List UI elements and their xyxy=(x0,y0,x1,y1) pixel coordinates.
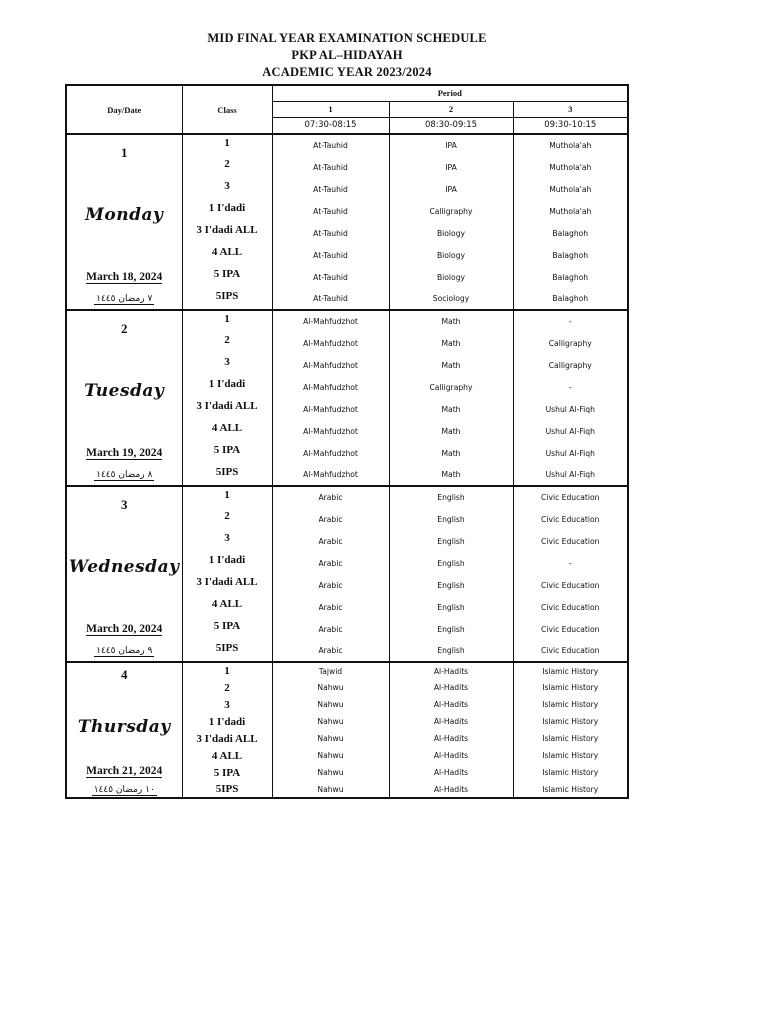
title-line-2: PKP AL–HIDAYAH xyxy=(291,48,403,62)
subject-period-2: Al-Hadits xyxy=(389,713,513,730)
day-number: 1 xyxy=(121,145,128,160)
class-cell: 3 I'dadi ALL xyxy=(182,398,272,420)
subject-period-2: Biology xyxy=(389,222,513,244)
title-line-3: ACADEMIC YEAR 2023/2024 xyxy=(262,65,432,79)
subject-period-1: At-Tauhid xyxy=(272,244,389,266)
subject-period-3: Balaghoh xyxy=(513,288,628,310)
subject-period-1: Nahwu xyxy=(272,713,389,730)
subject-period-1: Nahwu xyxy=(272,730,389,747)
class-cell: 1 xyxy=(182,662,272,679)
subject-period-1: Al-Mahfudzhot xyxy=(272,398,389,420)
class-cell: 1 I'dadi xyxy=(182,200,272,222)
subject-period-3: Balaghoh xyxy=(513,266,628,288)
subject-period-2: Math xyxy=(389,398,513,420)
subject-period-1: Al-Mahfudzhot xyxy=(272,376,389,398)
day-hijri-date xyxy=(67,646,182,656)
subject-period-1: Al-Mahfudzhot xyxy=(272,464,389,486)
class-cell: 4 ALL xyxy=(182,244,272,266)
day-date-cell xyxy=(66,486,182,662)
subject-period-1: At-Tauhid xyxy=(272,222,389,244)
class-cell: 1 xyxy=(182,134,272,156)
subject-period-2: English xyxy=(389,574,513,596)
header-period-2-number: 2 xyxy=(389,101,513,117)
day-hijri-date xyxy=(67,785,182,795)
day-name: Thursday xyxy=(77,717,171,737)
subject-period-3: Calligraphy xyxy=(513,354,628,376)
subject-period-2: Al-Hadits xyxy=(389,747,513,764)
subject-period-2: Math xyxy=(389,310,513,332)
class-cell: 4 ALL xyxy=(182,420,272,442)
subject-period-1: Al-Mahfudzhot xyxy=(272,354,389,376)
class-cell: 3 xyxy=(182,178,272,200)
document-title-block xyxy=(0,30,694,81)
class-cell: 1 xyxy=(182,310,272,332)
class-cell: 2 xyxy=(182,508,272,530)
day-gregorian-date-text: March 21, 2024 xyxy=(86,765,163,777)
subject-period-3: Ushul Al-Fiqh xyxy=(513,398,628,420)
subject-period-2: English xyxy=(389,486,513,508)
subject-period-3: Ushul Al-Fiqh xyxy=(513,442,628,464)
subject-period-2: Al-Hadits xyxy=(389,764,513,781)
subject-period-2: Sociology xyxy=(389,288,513,310)
day-hijri-date xyxy=(67,470,182,480)
class-cell: 3 xyxy=(182,354,272,376)
schedule-row xyxy=(66,134,628,156)
subject-period-3: - xyxy=(513,552,628,574)
day-gregorian-date-text: March 19, 2024 xyxy=(86,447,163,459)
subject-period-3: Muthola'ah xyxy=(513,200,628,222)
header-period-1-time: 07:30-08:15 xyxy=(272,117,389,134)
schedule-row xyxy=(66,486,628,508)
subject-period-3: Civic Education xyxy=(513,574,628,596)
subject-period-1: Arabic xyxy=(272,640,389,662)
day-number: 3 xyxy=(121,497,128,512)
day-gregorian-date-text: March 20, 2024 xyxy=(86,623,163,635)
class-cell: 3 xyxy=(182,696,272,713)
subject-period-3: Ushul Al-Fiqh xyxy=(513,420,628,442)
table-header xyxy=(66,85,628,134)
day-date-cell xyxy=(66,134,182,310)
class-cell: 2 xyxy=(182,156,272,178)
day-date-cell xyxy=(66,310,182,486)
subject-period-1: At-Tauhid xyxy=(272,156,389,178)
class-cell: 3 I'dadi ALL xyxy=(182,222,272,244)
day-name: Tuesday xyxy=(84,381,165,401)
header-day-date: Day/Date xyxy=(66,85,182,134)
subject-period-2: English xyxy=(389,508,513,530)
subject-period-3: Muthola'ah xyxy=(513,134,628,156)
subject-period-2: Al-Hadits xyxy=(389,730,513,747)
header-class: Class xyxy=(182,85,272,134)
subject-period-2: English xyxy=(389,530,513,552)
subject-period-3: Civic Education xyxy=(513,508,628,530)
schedule-row xyxy=(66,662,628,679)
class-cell: 5IPS xyxy=(182,640,272,662)
day-name: Monday xyxy=(85,205,164,225)
subject-period-1: Arabic xyxy=(272,486,389,508)
day-number: 4 xyxy=(121,667,128,682)
day-gregorian-date xyxy=(67,447,182,459)
subject-period-3: Islamic History xyxy=(513,679,628,696)
subject-period-1: At-Tauhid xyxy=(272,288,389,310)
subject-period-3: Balaghoh xyxy=(513,244,628,266)
subject-period-1: Nahwu xyxy=(272,781,389,798)
subject-period-3: Ushul Al-Fiqh xyxy=(513,464,628,486)
day-gregorian-date xyxy=(67,623,182,635)
subject-period-1: Arabic xyxy=(272,618,389,640)
subject-period-1: Nahwu xyxy=(272,764,389,781)
class-cell: 5IPS xyxy=(182,781,272,798)
day-hijri-date-text: ١٠ رمضان ١٤٤٥ xyxy=(93,785,155,795)
subject-period-3: Islamic History xyxy=(513,764,628,781)
subject-period-2: Calligraphy xyxy=(389,200,513,222)
subject-period-2: Math xyxy=(389,442,513,464)
day-hijri-date-text: ٩ رمضان ١٤٤٥ xyxy=(96,646,153,656)
subject-period-3: Islamic History xyxy=(513,696,628,713)
subject-period-1: Nahwu xyxy=(272,679,389,696)
class-cell: 5 IPA xyxy=(182,266,272,288)
subject-period-3: Islamic History xyxy=(513,730,628,747)
subject-period-2: IPA xyxy=(389,156,513,178)
subject-period-2: Biology xyxy=(389,266,513,288)
subject-period-2: IPA xyxy=(389,134,513,156)
class-cell: 5 IPA xyxy=(182,442,272,464)
subject-period-1: Arabic xyxy=(272,596,389,618)
subject-period-1: At-Tauhid xyxy=(272,134,389,156)
subject-period-1: Arabic xyxy=(272,552,389,574)
subject-period-2: Math xyxy=(389,420,513,442)
subject-period-2: Al-Hadits xyxy=(389,781,513,798)
class-cell: 4 ALL xyxy=(182,747,272,764)
subject-period-2: Al-Hadits xyxy=(389,662,513,679)
day-gregorian-date xyxy=(67,765,182,777)
subject-period-2: Math xyxy=(389,354,513,376)
subject-period-1: Arabic xyxy=(272,508,389,530)
class-cell: 3 I'dadi ALL xyxy=(182,574,272,596)
subject-period-3: Muthola'ah xyxy=(513,156,628,178)
day-date-cell xyxy=(66,662,182,798)
class-cell: 5IPS xyxy=(182,288,272,310)
subject-period-1: At-Tauhid xyxy=(272,178,389,200)
subject-period-1: Nahwu xyxy=(272,696,389,713)
day-hijri-date-text: ٧ رمضان ١٤٤٥ xyxy=(96,294,153,304)
class-cell: 1 I'dadi xyxy=(182,376,272,398)
subject-period-2: Al-Hadits xyxy=(389,696,513,713)
day-gregorian-date xyxy=(67,271,182,283)
subject-period-2: Math xyxy=(389,332,513,354)
subject-period-1: Arabic xyxy=(272,530,389,552)
subject-period-1: Al-Mahfudzhot xyxy=(272,420,389,442)
subject-period-3: Civic Education xyxy=(513,486,628,508)
header-period-3-number: 3 xyxy=(513,101,628,117)
class-cell: 4 ALL xyxy=(182,596,272,618)
subject-period-1: Arabic xyxy=(272,574,389,596)
day-gregorian-date-text: March 18, 2024 xyxy=(86,271,163,283)
day-hijri-date xyxy=(67,294,182,304)
subject-period-3: Islamic History xyxy=(513,781,628,798)
subject-period-1: At-Tauhid xyxy=(272,266,389,288)
exam-schedule-table xyxy=(65,84,629,799)
class-cell: 2 xyxy=(182,332,272,354)
day-name: Wednesday xyxy=(69,557,180,577)
subject-period-1: Tajwid xyxy=(272,662,389,679)
table-body xyxy=(66,134,628,798)
class-cell: 1 xyxy=(182,486,272,508)
subject-period-3: Civic Education xyxy=(513,596,628,618)
class-cell: 3 xyxy=(182,530,272,552)
day-number: 2 xyxy=(121,321,128,336)
subject-period-3: Civic Education xyxy=(513,640,628,662)
subject-period-1: At-Tauhid xyxy=(272,200,389,222)
subject-period-1: Al-Mahfudzhot xyxy=(272,310,389,332)
subject-period-2: English xyxy=(389,552,513,574)
header-period-1-number: 1 xyxy=(272,101,389,117)
subject-period-2: English xyxy=(389,618,513,640)
subject-period-1: Nahwu xyxy=(272,747,389,764)
subject-period-3: Islamic History xyxy=(513,747,628,764)
subject-period-3: Islamic History xyxy=(513,713,628,730)
subject-period-3: Calligraphy xyxy=(513,332,628,354)
class-cell: 1 I'dadi xyxy=(182,713,272,730)
subject-period-2: Calligraphy xyxy=(389,376,513,398)
day-hijri-date-text: ٨ رمضان ١٤٤٥ xyxy=(96,470,153,480)
subject-period-1: Al-Mahfudzhot xyxy=(272,332,389,354)
subject-period-2: English xyxy=(389,640,513,662)
subject-period-3: Muthola'ah xyxy=(513,178,628,200)
subject-period-2: Al-Hadits xyxy=(389,679,513,696)
header-period-2-time: 08:30-09:15 xyxy=(389,117,513,134)
subject-period-3: Civic Education xyxy=(513,530,628,552)
class-cell: 2 xyxy=(182,679,272,696)
class-cell: 5IPS xyxy=(182,464,272,486)
subject-period-2: Biology xyxy=(389,244,513,266)
subject-period-2: English xyxy=(389,596,513,618)
class-cell: 3 I'dadi ALL xyxy=(182,730,272,747)
header-period: Period xyxy=(272,85,628,101)
header-period-3-time: 09:30-10:15 xyxy=(513,117,628,134)
class-cell: 5 IPA xyxy=(182,618,272,640)
subject-period-3: - xyxy=(513,376,628,398)
subject-period-1: Al-Mahfudzhot xyxy=(272,442,389,464)
schedule-row xyxy=(66,310,628,332)
title-line-1: MID FINAL YEAR EXAMINATION SCHEDULE xyxy=(207,31,487,45)
subject-period-2: Math xyxy=(389,464,513,486)
subject-period-3: Balaghoh xyxy=(513,222,628,244)
subject-period-3: Islamic History xyxy=(513,662,628,679)
class-cell: 5 IPA xyxy=(182,764,272,781)
subject-period-3: Civic Education xyxy=(513,618,628,640)
class-cell: 1 I'dadi xyxy=(182,552,272,574)
subject-period-3: - xyxy=(513,310,628,332)
subject-period-2: IPA xyxy=(389,178,513,200)
